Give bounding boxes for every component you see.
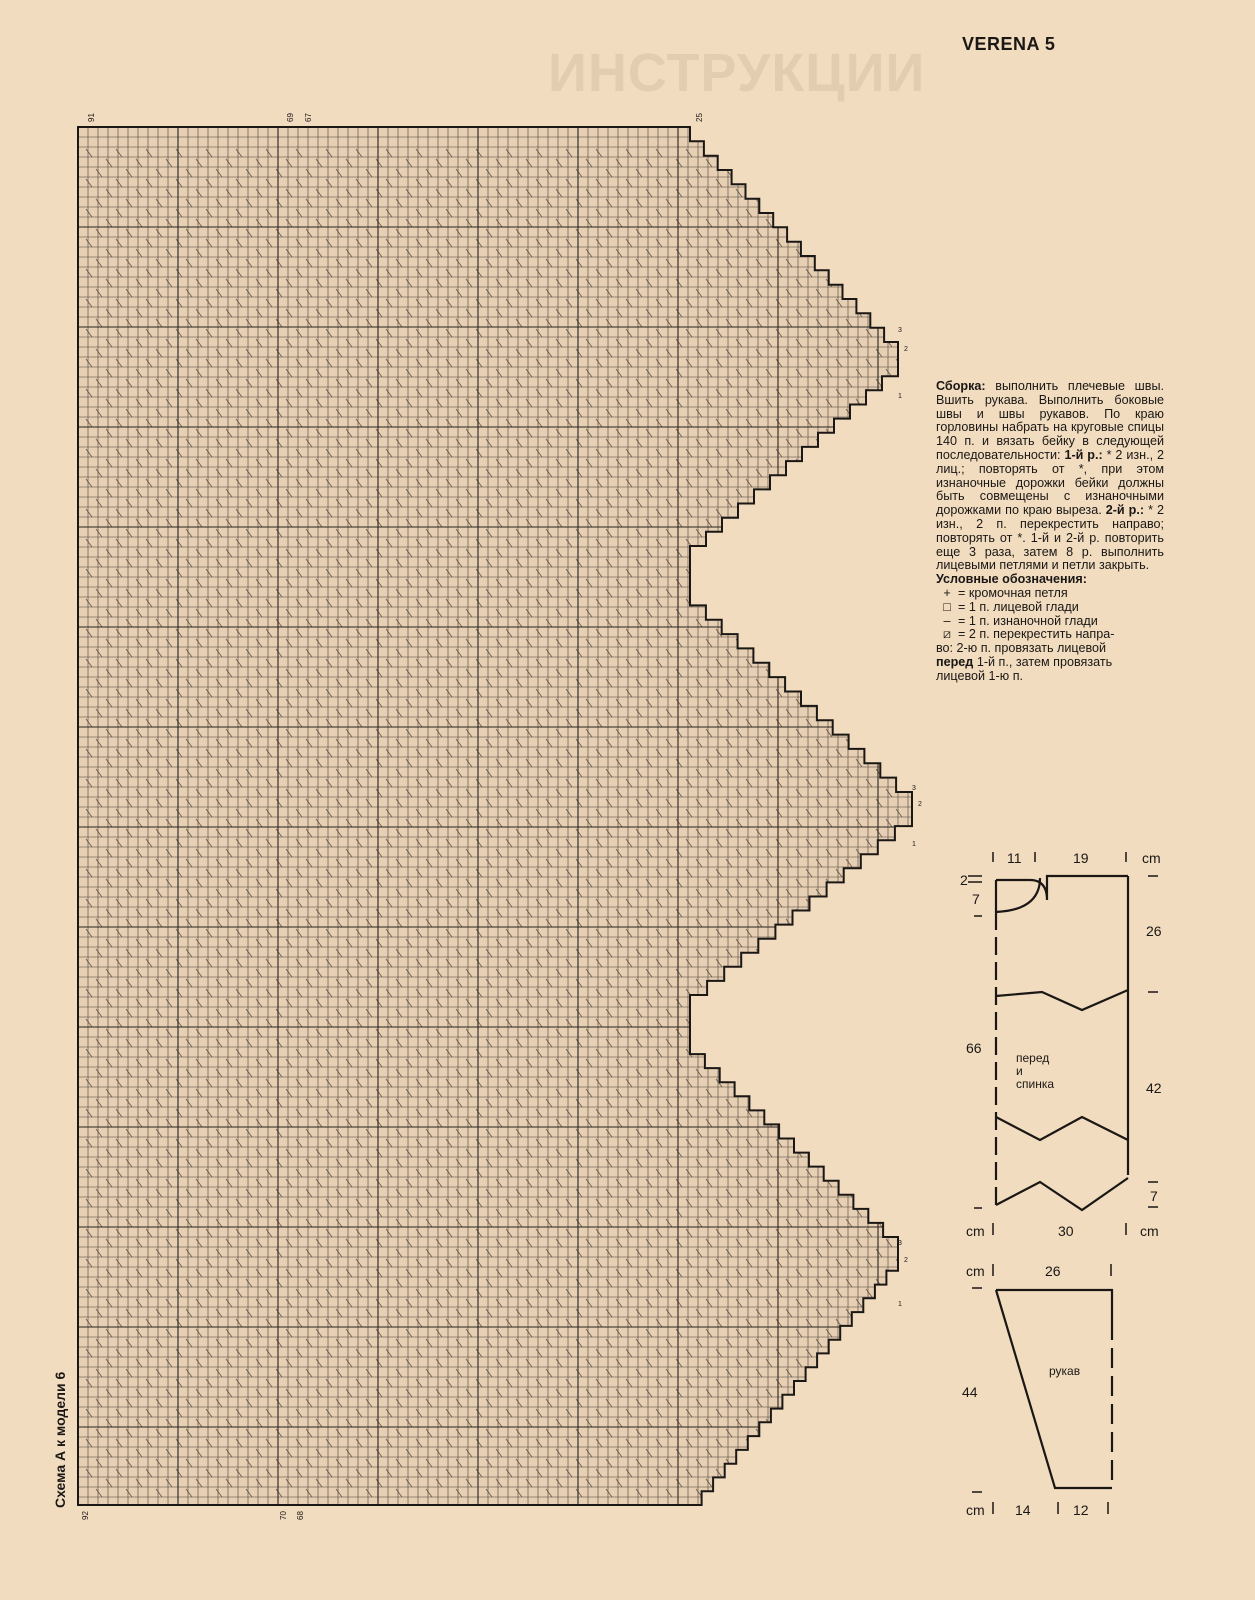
chart-mark: 3 (898, 327, 902, 334)
unit-label: cm (1142, 850, 1161, 866)
piece-label-line: спинка (1016, 1077, 1055, 1091)
chart-mark: 1 (912, 841, 916, 848)
legend-item-text: = кромочная петля (958, 585, 1068, 600)
chart-mark: 3 (898, 1240, 902, 1247)
dim-hem: 7 (1150, 1188, 1158, 1204)
chart-caption: Схема А к модели 6 (52, 1371, 68, 1508)
knit-stitch-icon: □ (943, 599, 951, 614)
chart-mark: 67 (304, 113, 313, 122)
legend-title: Условные обозначения: (936, 572, 1087, 587)
dim-sleeve-length: 44 (962, 1384, 978, 1400)
chart-mark: 92 (81, 1511, 90, 1520)
row1-label: 1-й р.: (1064, 447, 1103, 462)
dim-sleeve-top: 26 (1045, 1263, 1061, 1279)
chart-mark: 70 (279, 1511, 288, 1520)
selvage-stitch-icon: + (943, 585, 951, 600)
legend-item-text: = 2 п. перекрестить напра- (958, 627, 1115, 642)
ghost-heading: ИНСТРУКЦИИ (548, 43, 926, 103)
sleeve-label: рукав (1049, 1364, 1081, 1378)
brand-title: VERENA 5 (962, 34, 1056, 54)
chart-mark: 25 (695, 113, 704, 122)
dim-neck-drop: 2 (960, 872, 968, 888)
chart-mark: 1 (898, 393, 902, 400)
chart-mark: 2 (904, 1257, 908, 1264)
legend-continuation: во: 2-ю п. провязать лицевой (936, 641, 1107, 656)
dim-shoulder-width: 19 (1073, 850, 1089, 866)
row2-label: 2-й р.: (1105, 503, 1145, 518)
piece-label-line: и (1016, 1064, 1023, 1078)
body-scheme (960, 850, 1162, 1239)
chart-mark: 3 (912, 785, 916, 792)
purl-stitch-icon: – (943, 613, 951, 628)
cross-right-icon: ⧄ (942, 627, 951, 642)
piece-label-line: перед (1016, 1051, 1050, 1065)
dim-cuff-left: 14 (1015, 1502, 1031, 1518)
row1-text: * 2 изн., 2 лиц.; повторять от *, при этом изнаночные дорожки бейки должны быть совмещены с изнаночными дорожками по краю выреза. (936, 447, 1165, 518)
dim-body-width: 30 (1058, 1223, 1074, 1239)
dim-neck-width: 11 (1007, 850, 1022, 866)
legend-item-text: = 1 п. изнаночной глади (958, 613, 1098, 628)
legend-item-text: = 1 п. лицевой глади (958, 599, 1079, 614)
chart-mark: 68 (296, 1511, 305, 1520)
dim-total-length: 66 (966, 1040, 982, 1056)
dim-armhole: 26 (1146, 923, 1162, 939)
chart-mark: 69 (286, 113, 295, 122)
dim-body-length: 42 (1146, 1080, 1162, 1096)
unit-label: cm (966, 1223, 985, 1239)
legend-bold-word: перед (936, 654, 974, 669)
dim-cuff-right: 12 (1073, 1502, 1089, 1518)
unit-label: cm (1140, 1223, 1159, 1239)
assembly-label: Сборка: (936, 379, 986, 393)
legend-continuation: лицевой 1-ю п. (936, 668, 1024, 683)
legend-continuation-text: 1-й п., затем провязать (976, 654, 1113, 669)
chart-mark: 2 (904, 346, 908, 353)
row2-text: * 2 изн., 2 п. перекрестить направо; повторять от *. 1-й и 2-й р. повторить еще 3 раза, затем 8 р. выполнить лицевыми петлями и петли закрыть. (936, 503, 1164, 573)
chart-mark: 2 (918, 801, 922, 808)
sleeve-scheme (962, 1263, 1112, 1518)
unit-label: cm (966, 1263, 985, 1279)
unit-label: cm (966, 1502, 985, 1518)
chart-mark: 1 (898, 1301, 902, 1308)
assembly-text: выполнить плечевые швы. Вшить рукава. Выполнить боковые швы и швы рукавов. По краю горловины набрать на круговые спицы 140 п. и вязать бейку в следующей последовательности: (936, 379, 1164, 462)
dim-neck-depth: 7 (972, 891, 980, 907)
chart-mark: 91 (87, 113, 96, 122)
